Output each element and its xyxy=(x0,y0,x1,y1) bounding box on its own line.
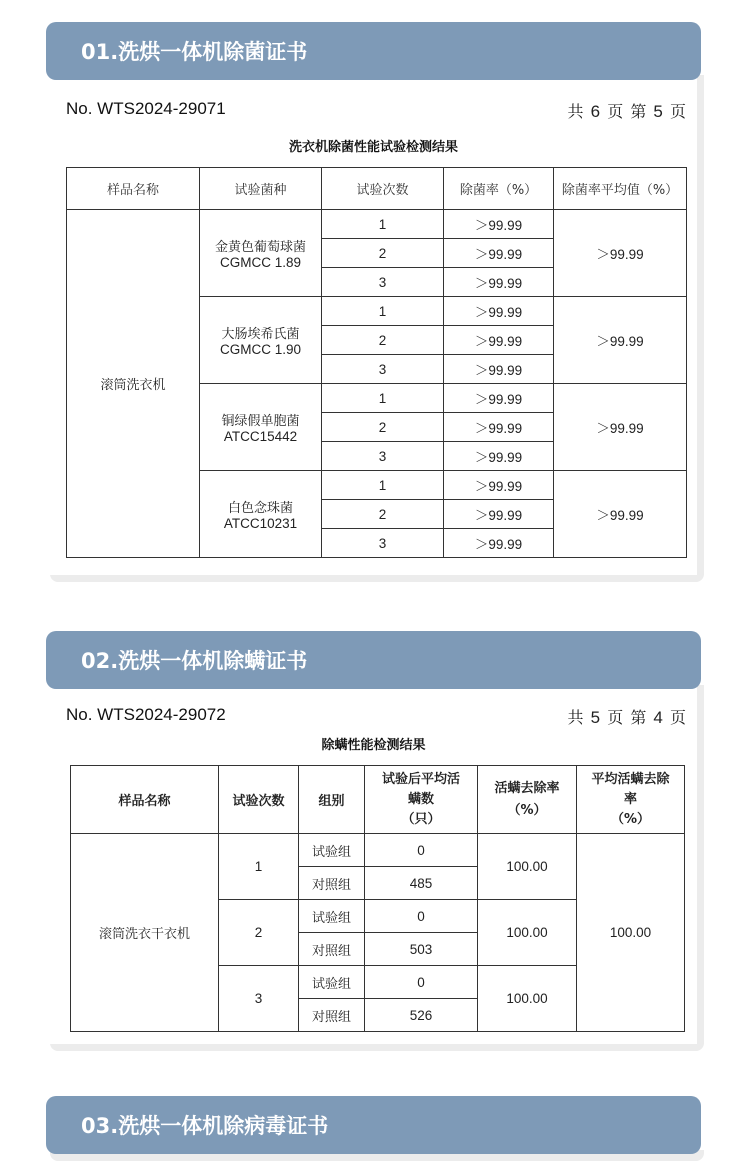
trial-number: 2 xyxy=(219,900,299,966)
cert-number-1: No. WTS2024-29071 xyxy=(66,99,226,118)
col-header-sample: 样品名称 xyxy=(67,168,200,210)
group-label: 试验组 xyxy=(299,900,365,933)
group-label: 对照组 xyxy=(299,933,365,966)
section-title-2: 02.洗烘一体机除螨证书 xyxy=(81,649,308,673)
result-title-1: 洗衣机除菌性能试验检测结果 xyxy=(288,140,458,155)
trial-number: 1 xyxy=(322,471,444,500)
group-label: 试验组 xyxy=(299,834,365,867)
sterilization-results-table xyxy=(66,167,687,558)
col-header-avg-removal: 平均活螨去除 率 （%） xyxy=(577,766,685,834)
avg-rate-value: ＞99.99 xyxy=(554,471,687,558)
removal-rate: 100.00 xyxy=(478,834,577,900)
col-header-avg-rate: 除菌率平均值（%） xyxy=(554,168,687,210)
col-header-rate: 除菌率（%） xyxy=(444,168,554,210)
sample-name-cell: 滚筒洗衣机 xyxy=(67,210,200,558)
trial-number: 3 xyxy=(322,268,444,297)
rate-value: ＞99.99 xyxy=(444,268,554,297)
trial-number: 1 xyxy=(322,297,444,326)
strain-cell: 铜绿假单胞菌 ATCC15442 xyxy=(200,384,322,471)
section-title-1: 01.洗烘一体机除菌证书 xyxy=(81,40,308,64)
table-row xyxy=(71,834,685,867)
rate-value: ＞99.99 xyxy=(444,355,554,384)
group-label: 对照组 xyxy=(299,867,365,900)
col-header-removal: 活螨去除率 （%） xyxy=(478,766,577,834)
trial-number: 2 xyxy=(322,239,444,268)
page-indicator-1: 共 6 页 第 5 页 xyxy=(567,102,687,121)
col-header-avg-mites: 试验后平均活 螨数 （只） xyxy=(365,766,478,834)
section-header-3 xyxy=(46,1096,701,1154)
trial-number: 3 xyxy=(322,442,444,471)
trial-number: 1 xyxy=(219,834,299,900)
trial-number: 3 xyxy=(322,355,444,384)
rate-value: ＞99.99 xyxy=(444,442,554,471)
mite-count: 0 xyxy=(365,834,478,867)
trial-number: 1 xyxy=(322,384,444,413)
trial-number: 3 xyxy=(219,966,299,1032)
result-title-2: 除螨性能检测结果 xyxy=(321,738,426,753)
avg-rate-value: ＞99.99 xyxy=(554,210,687,297)
mite-count: 526 xyxy=(365,999,478,1032)
strain-cell: 白色念珠菌 ATCC10231 xyxy=(200,471,322,558)
removal-rate: 100.00 xyxy=(478,900,577,966)
trial-number: 2 xyxy=(322,413,444,442)
group-label: 对照组 xyxy=(299,999,365,1032)
col-header-strain: 试验菌种 xyxy=(200,168,322,210)
rate-value: ＞99.99 xyxy=(444,239,554,268)
mite-count: 485 xyxy=(365,867,478,900)
mite-count: 0 xyxy=(365,900,478,933)
removal-rate: 100.00 xyxy=(478,966,577,1032)
col-header-sample: 样品名称 xyxy=(71,766,219,834)
cert-number-2: No. WTS2024-29072 xyxy=(66,705,226,724)
section-title-3: 03.洗烘一体机除病毒证书 xyxy=(81,1114,329,1138)
rate-value: ＞99.99 xyxy=(444,500,554,529)
sample-name-cell: 滚筒洗衣干衣机 xyxy=(71,834,219,1032)
strain-cell: 大肠埃希氏菌 CGMCC 1.90 xyxy=(200,297,322,384)
group-label: 试验组 xyxy=(299,966,365,999)
section-header-2 xyxy=(46,631,701,689)
rate-value: ＞99.99 xyxy=(444,471,554,500)
col-header-trial: 试验次数 xyxy=(322,168,444,210)
trial-number: 2 xyxy=(322,500,444,529)
avg-rate-value: ＞99.99 xyxy=(554,297,687,384)
trial-number: 3 xyxy=(322,529,444,558)
rate-value: ＞99.99 xyxy=(444,210,554,239)
rate-value: ＞99.99 xyxy=(444,297,554,326)
strain-cell: 金黄色葡萄球菌 CGMCC 1.89 xyxy=(200,210,322,297)
table-header-row xyxy=(67,168,687,210)
mite-removal-table xyxy=(70,765,685,1032)
avg-removal-rate: 100.00 xyxy=(577,834,685,1032)
section-header-1 xyxy=(46,22,701,80)
rate-value: ＞99.99 xyxy=(444,384,554,413)
page-indicator-2: 共 5 页 第 4 页 xyxy=(567,708,687,727)
rate-value: ＞99.99 xyxy=(444,413,554,442)
avg-rate-value: ＞99.99 xyxy=(554,384,687,471)
trial-number: 1 xyxy=(322,210,444,239)
rate-value: ＞99.99 xyxy=(444,326,554,355)
mite-count: 0 xyxy=(365,966,478,999)
trial-number: 2 xyxy=(322,326,444,355)
mite-count: 503 xyxy=(365,933,478,966)
rate-value: ＞99.99 xyxy=(444,529,554,558)
table-row xyxy=(67,210,687,239)
col-header-trial: 试验次数 xyxy=(219,766,299,834)
table-header-row xyxy=(71,766,685,834)
col-header-group: 组别 xyxy=(299,766,365,834)
